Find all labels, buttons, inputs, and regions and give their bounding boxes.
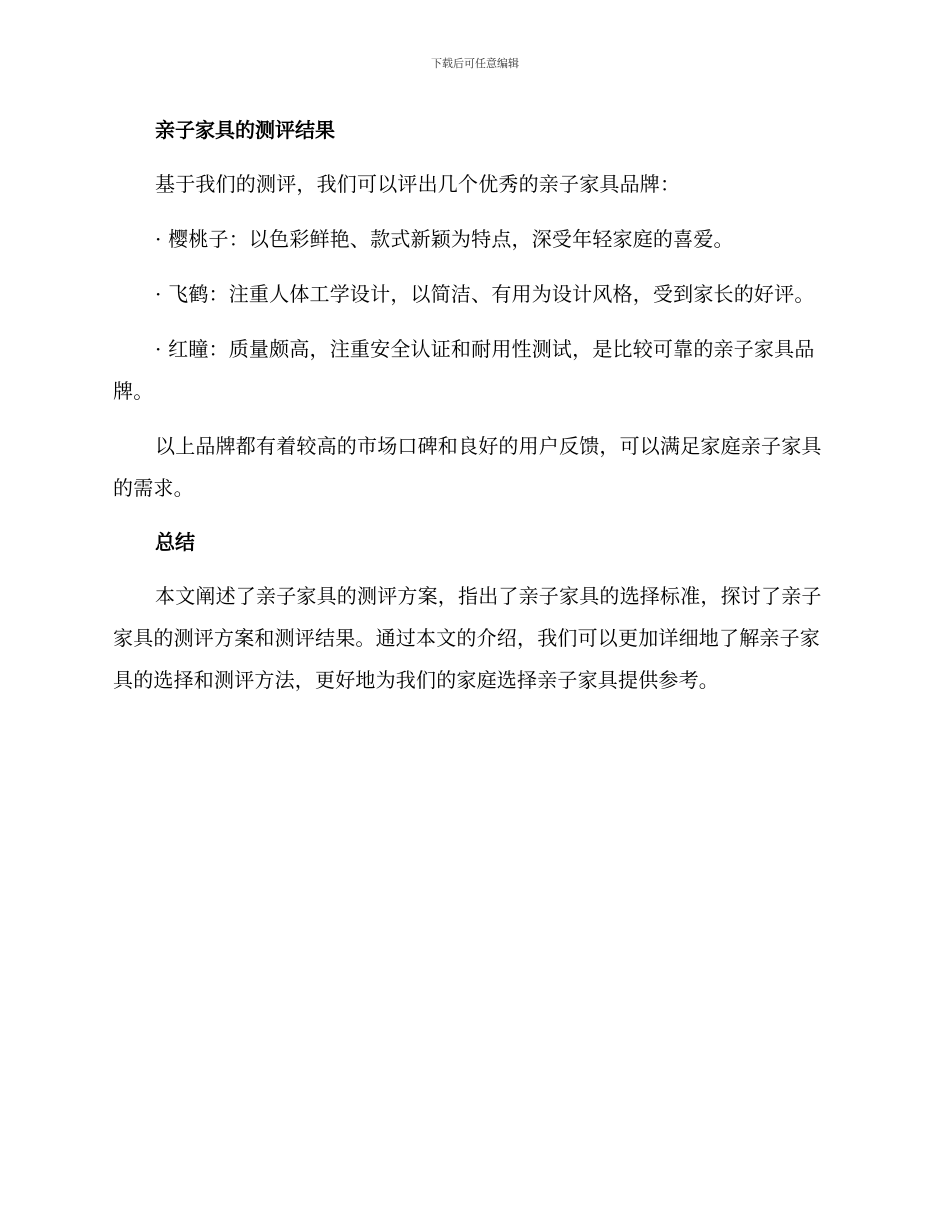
brand-item-feihe: · 飞鹤：注重人体工学设计，以简洁、有用为设计风格，受到家长的好评。 — [155, 282, 815, 306]
summary-heading: 总结 — [155, 530, 195, 554]
document-body — [113, 110, 830, 714]
brand-item-hongtong: · 红瞳：质量颇高，注重安全认证和耐用性测试，是比较可靠的亲子家具品牌。 — [113, 337, 815, 403]
brand-item-yingtaozi: · 樱桃子：以色彩鲜艳、款式新颖为特点，深受年轻家庭的喜爱。 — [155, 227, 734, 251]
results-heading: 亲子家具的测评结果 — [155, 118, 335, 142]
page-header: 下载后可任意编辑 — [431, 57, 519, 70]
summary-body: 本文阐述了亲子家具的测评方案，指出了亲子家具的选择标准，探讨了亲子家具的测评方案和测评结果。通过本文的介绍，我们可以更加详细地了解亲子家具的选择和测评方法，更好地为我们的家庭选择亲子家具提供参考。 — [113, 584, 822, 692]
results-intro: 基于我们的测评，我们可以评出几个优秀的亲子家具品牌： — [155, 172, 681, 196]
results-closing: 以上品牌都有着较高的市场口碑和良好的用户反馈，可以满足家庭亲子家具的需求。 — [113, 434, 822, 500]
